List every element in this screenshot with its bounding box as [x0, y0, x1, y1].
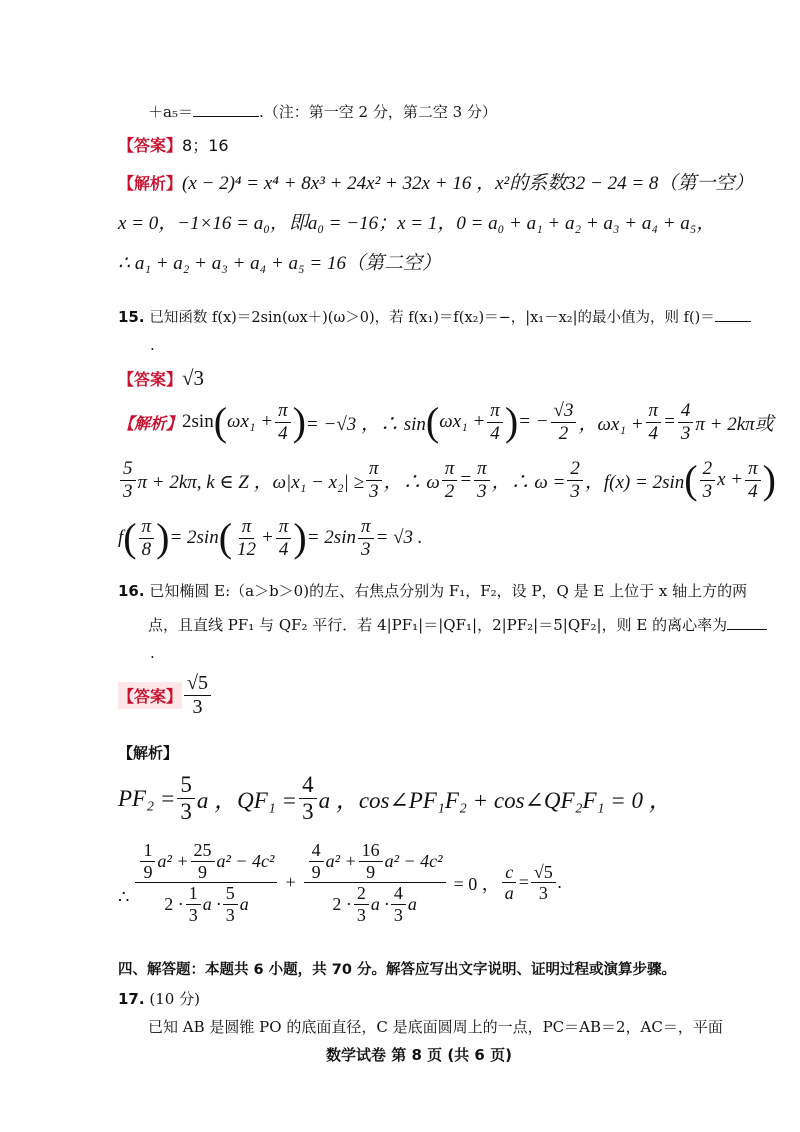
q16-l1-a: PF₂ =: [118, 785, 176, 811]
frac-pi-12: [234, 516, 259, 561]
q15-l1-d: = −: [518, 411, 549, 433]
q16-l1-c: a ，cos∠PF₁F₂ + cos∠QF₂F₁ = 0 ，: [318, 788, 672, 814]
q15-l2-d: ，∴ ω =: [491, 471, 566, 493]
big-frac-1-den: [161, 883, 252, 925]
big-frac-2: [304, 840, 446, 926]
q15-l2-a: π + 2kπ, k ∈ Z ，ω|x₁ − x₂| ≥: [137, 471, 365, 493]
left-paren: (: [123, 515, 137, 561]
num: π: [646, 400, 662, 423]
frac-2-3: [354, 883, 369, 925]
frac-pi-8: [139, 516, 155, 561]
num: 2: [567, 458, 583, 481]
right-paren: ): [292, 399, 306, 445]
num: 4: [299, 772, 317, 799]
num: 4: [391, 883, 406, 905]
answer-label: 【答案】: [118, 682, 182, 709]
right-paren: ): [504, 399, 519, 445]
q15-l2-e: ，f(x) = 2sin: [584, 471, 685, 493]
den: 3: [680, 422, 691, 444]
q14-sol-2: x = 0，−1×16 = a₀，即a₀ = −16；x = 1，0 = a₀ + a₁ + a₂ + a₃ + a₄ + a₅，: [118, 213, 716, 234]
frac-c-a: [502, 862, 517, 904]
q17-header: [118, 988, 200, 1009]
den: 3: [369, 480, 379, 502]
q16-den2-c: a: [407, 894, 417, 915]
q16-line-1: 已知椭圆 E:（a＞b＞0)的左、右焦点分别为 F₁，F₂，设 P，Q 是 E 上位于 x 轴上方的两: [149, 582, 748, 600]
left-paren: (: [684, 457, 698, 503]
frac-5-3: [223, 883, 238, 925]
q15-l3-b: = 2sin: [169, 527, 219, 549]
num: 4: [309, 840, 324, 862]
num: 5: [120, 458, 136, 481]
frac-5-3: [177, 772, 195, 826]
q16-answer: [118, 672, 213, 719]
num: 5: [223, 883, 238, 905]
q16-num2-a: a² +: [325, 850, 357, 871]
num: 1: [186, 883, 201, 905]
frac-4-3: [391, 883, 406, 925]
analysis-label: 【解析】: [118, 413, 183, 433]
num: 2: [354, 883, 369, 905]
q16-l1-b: a ，QF₁ =: [196, 788, 298, 814]
den: 2: [558, 422, 569, 444]
frac-25-9: [191, 840, 215, 882]
num: 16: [359, 840, 383, 862]
den: 4: [748, 480, 758, 502]
q16-question-line-2: [148, 614, 767, 635]
den: 3: [192, 696, 203, 718]
q16-question-line-1: [118, 580, 747, 601]
q17-text: 已知 AB 是圆锥 PO 的底面直径，C 是底面圆周上的一点，PC＝AB＝2，AC＝，平面: [148, 1018, 723, 1036]
big-frac-1-num: [135, 840, 277, 883]
q15-l3-e: = √3 .: [375, 527, 423, 549]
q16-sol-line-2: [118, 840, 562, 926]
q16-den1-c: a: [239, 894, 249, 915]
num: π: [139, 516, 155, 539]
page-footer: 数学试卷 第 8 页 (共 6 页): [326, 1046, 512, 1064]
q16-analysis-label: 【解析】: [118, 744, 179, 762]
den: 9: [143, 861, 153, 882]
q15-dot: .: [150, 336, 155, 354]
q17-points: (10 分): [149, 990, 200, 1008]
q17-number: 17.: [118, 990, 145, 1008]
q15-l1-b2: ωx₁ +: [439, 411, 486, 433]
num: π: [276, 516, 292, 539]
q15-sol-line-3: [118, 516, 423, 561]
den: 3: [123, 480, 133, 502]
q15-l1-f: =: [663, 411, 676, 433]
q15-sol-line-2: [118, 458, 776, 503]
q16-num2-b: a² − 4c²: [384, 850, 443, 871]
answer-label: 【答案】: [118, 136, 183, 155]
big-frac-2-num: [304, 840, 446, 883]
num: √5: [531, 862, 556, 884]
den: 3: [361, 538, 371, 560]
q15-l3-a: f: [118, 527, 124, 549]
frac-5-3: [120, 458, 136, 503]
equals: =: [518, 872, 529, 893]
q15-l1-g: π + 2kπ或: [695, 413, 774, 435]
den: 3: [393, 905, 403, 926]
frac-pi-4: [745, 458, 761, 503]
q15-l3-c: +: [261, 527, 274, 549]
num: c: [502, 862, 516, 884]
den: 3: [477, 480, 487, 502]
q15-blank: [715, 307, 751, 322]
den: 9: [198, 861, 207, 882]
den: 8: [141, 538, 152, 560]
den: 4: [490, 422, 500, 444]
frac-pi-3: [474, 458, 490, 503]
therefore-symbol: ∴: [118, 887, 130, 908]
analysis-label: 【解析】: [118, 174, 183, 193]
num: 2: [700, 458, 716, 481]
q16-blank: [727, 615, 767, 630]
num: √3: [551, 400, 577, 423]
den: 9: [366, 861, 376, 882]
answer-label: 【答案】: [118, 370, 183, 389]
den: 3: [188, 905, 198, 926]
frac-pi-3: [366, 458, 382, 503]
num: π: [474, 458, 490, 481]
q16-den2-a: 2 ·: [332, 894, 352, 915]
section-4-heading: 四、解答题：本题共 6 小题，共 70 分。解答应写出文字说明、证明过程或演算步骤。: [118, 962, 676, 978]
right-paren: ): [156, 515, 170, 561]
q15-l2-f: x +: [717, 469, 744, 491]
frac-pi-2: [442, 458, 458, 503]
q16-den1-b: a ·: [202, 894, 221, 915]
q14-blank: [193, 102, 259, 117]
num: π: [745, 458, 761, 481]
q15-number: 15.: [118, 308, 145, 326]
q14-answer-value: 8；16: [182, 136, 229, 155]
q15-answer-value: √3: [182, 366, 205, 390]
q16-line-2: 点，且直线 PF₁ 与 QF₂ 平行．若 4|PF₁|＝|QF₁|，2|PF₂|＝5|QF₂|，则 E 的离心率为: [148, 616, 728, 634]
num: π: [442, 458, 458, 481]
frac-4-3: [299, 772, 317, 826]
frac-1-9: [140, 840, 155, 882]
right-paren: ): [762, 457, 776, 503]
q15-text: 已知函数 f(x)＝2sin(ωx＋)(ω＞0)，若 f(x₁)＝f(x₂)＝−，|x₁－x₂|的最小值为，则 f()＝: [149, 310, 715, 326]
q15-l2-c: =: [459, 469, 473, 491]
q14-solution-line-2: [118, 208, 715, 235]
frac-pi-4: [276, 516, 292, 561]
q15-l3-d: = 2sin: [306, 527, 356, 549]
num: π: [487, 400, 503, 423]
q16-den1-a: 2 ·: [164, 894, 184, 915]
den: 3: [702, 480, 713, 502]
q16-num1-b: a² − 4c²: [216, 850, 275, 871]
den: 4: [278, 538, 289, 560]
q14-solution-line-3: [118, 248, 441, 275]
den: 4: [278, 422, 288, 444]
num: 4: [678, 400, 694, 423]
big-frac-2-den: [329, 883, 420, 925]
frac-pi-3: [358, 516, 374, 561]
den: 3: [538, 883, 548, 904]
frac-pi-4: [646, 400, 662, 445]
den: a: [504, 883, 514, 904]
q15-l2-b: ，∴ ω: [383, 471, 440, 493]
frac-pi-4: [275, 400, 291, 445]
q16-sol-line-1: [118, 772, 672, 826]
left-paren: (: [218, 515, 233, 561]
q14-sol-1: (x − 2)⁴ = x⁴ + 8x³ + 24x² + 32x + 16 ，x²的系数32 − 24 = 8（第一空）: [182, 173, 754, 194]
den: 3: [302, 799, 314, 825]
frac-4-9: [309, 840, 324, 882]
frac-2-3: [567, 458, 583, 503]
q16-den2-b: a ·: [370, 894, 389, 915]
frac-sqrt5-3: [531, 862, 556, 904]
q15-answer: [118, 366, 204, 391]
den: 3: [225, 905, 235, 926]
den: 9: [311, 861, 321, 882]
num: 25: [191, 840, 215, 862]
num: π: [275, 400, 291, 423]
frac-pi-4: [487, 400, 503, 445]
den: 3: [180, 799, 192, 825]
den: 3: [356, 905, 366, 926]
den: 3: [570, 480, 580, 502]
num: 5: [177, 772, 195, 799]
q16-l2-end: .: [557, 872, 563, 893]
num: π: [358, 516, 374, 539]
num: √5: [184, 672, 211, 696]
q16-dot: .: [150, 644, 155, 662]
plus-sign: +: [285, 872, 296, 893]
frac-sqrt3-2: [551, 400, 577, 445]
q14-note: .（注：第一空 2 分，第二空 3 分）: [258, 103, 497, 121]
frac-4-3: [678, 400, 694, 445]
q16-number: 16.: [118, 582, 145, 600]
q14-tail-text: ＋a₅＝: [148, 103, 193, 121]
den: 2: [444, 480, 455, 502]
right-paren: ): [293, 515, 307, 561]
q14-sol-3: ∴ a₁ + a₂ + a₃ + a₄ + a₅ = 16（第二空）: [118, 253, 441, 274]
q14-answer: [118, 133, 229, 156]
q15-l1-b: ωx₁ +: [227, 411, 274, 433]
num: 1: [140, 840, 155, 862]
num: π: [239, 516, 255, 539]
frac-1-3: [186, 883, 201, 925]
q15-sol-line-1: [118, 400, 774, 445]
q15-l1-a: 2sin: [182, 411, 214, 433]
q15-question: [118, 306, 751, 327]
den: 12: [237, 538, 257, 560]
num: π: [366, 458, 382, 481]
q15-l1-c: = −√3 ，∴ sin: [305, 413, 426, 435]
q14-tail: [148, 101, 497, 122]
q14-solution-line-1: [118, 168, 753, 195]
q16-num1-a: a² +: [157, 850, 189, 871]
frac-2-3: [700, 458, 716, 503]
q16-answer-frac: [184, 672, 211, 719]
big-frac-1: [135, 840, 277, 926]
q15-l1-e: ，ωx₁ +: [578, 413, 644, 435]
q16-l2-tail: = 0 ，: [453, 873, 500, 894]
den: 4: [648, 422, 659, 444]
left-paren: (: [213, 399, 228, 445]
left-paren: (: [425, 399, 440, 445]
frac-16-9: [359, 840, 383, 882]
